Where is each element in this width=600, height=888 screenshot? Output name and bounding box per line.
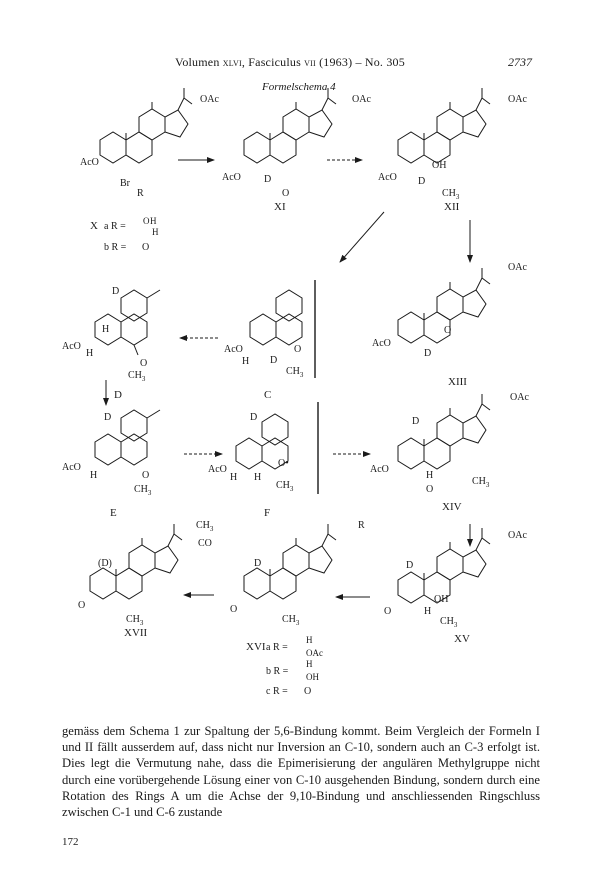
compound-XI: [222, 88, 371, 213]
svg-text:CO: CO: [198, 538, 212, 549]
svg-text:D: D: [264, 174, 272, 185]
svg-text:CH3: $CH_3$: [442, 188, 460, 201]
svg-text:X: X: [90, 220, 98, 232]
svg-text:b R =: b R =: [104, 242, 127, 253]
svg-text:AcO: AcO: [372, 338, 391, 349]
svg-text:a R =: a R =: [266, 642, 288, 653]
svg-text:E: E: [110, 507, 117, 519]
svg-text:c R =: c R =: [266, 686, 288, 697]
svg-text:OAc: OAc: [508, 530, 527, 541]
intermediate-F: [208, 402, 318, 519]
svg-text:AcO: AcO: [370, 464, 389, 475]
svg-text:H: H: [306, 635, 313, 645]
svg-text:CH3: $CH_3$: [126, 614, 144, 627]
svg-text:H: H: [152, 227, 159, 237]
svg-text:O: O: [294, 344, 302, 355]
svg-text:H: H: [230, 472, 238, 483]
svg-text:O: O: [282, 188, 290, 199]
compound-XIV: [370, 392, 529, 513]
svg-text:OH: OH: [432, 160, 447, 171]
svg-text:AcO: AcO: [224, 344, 243, 355]
svg-text:O: O: [142, 242, 150, 253]
svg-text:D: D: [250, 412, 258, 423]
svg-text:D: D: [406, 560, 414, 571]
svg-text:D: D: [114, 389, 122, 401]
footer-signature-mark: 172: [62, 836, 79, 848]
svg-text:H: H: [254, 472, 262, 483]
svg-text:b R =: b R =: [266, 666, 289, 677]
svg-text:CH3: $CH_3$: [128, 370, 146, 383]
svg-text:XIII: XIII: [448, 376, 467, 388]
svg-text:D: D: [104, 412, 112, 423]
intermediate-D: [62, 286, 160, 401]
svg-text:R: R: [358, 520, 365, 531]
svg-text:OAc: OAc: [508, 94, 527, 105]
compound-X: [80, 88, 219, 253]
svg-text:O: O: [444, 325, 452, 336]
svg-text:O: O: [140, 358, 148, 369]
svg-text:OH: OH: [306, 672, 319, 682]
scheme-title: Formelschema 4: [262, 81, 336, 93]
svg-text:O•: O•: [278, 458, 289, 469]
svg-text:D: D: [270, 355, 278, 366]
svg-text:XI: XI: [274, 201, 286, 213]
svg-text:AcO: AcO: [80, 157, 99, 168]
svg-text:H: H: [426, 470, 434, 481]
svg-text:CH3: $CH_3$: [282, 614, 300, 627]
svg-text:XV: XV: [454, 633, 470, 645]
compound-XV: [384, 528, 527, 645]
svg-text:H: H: [86, 348, 94, 359]
svg-text:H: H: [102, 324, 110, 335]
svg-text:H: H: [306, 659, 313, 669]
svg-text:D: D: [418, 176, 426, 187]
svg-text:XVII: XVII: [124, 627, 148, 639]
svg-text:AcO: AcO: [378, 172, 397, 183]
svg-text:AcO: AcO: [222, 172, 241, 183]
svg-text:XII: XII: [444, 201, 460, 213]
svg-text:D: D: [424, 348, 432, 359]
intermediate-C: [224, 280, 315, 401]
svg-text:C: C: [264, 389, 272, 401]
svg-text:CH3: $CH_3$: [286, 366, 304, 379]
compound-XVII: [78, 520, 214, 639]
svg-text:O: O: [78, 600, 86, 611]
svg-text:OAc: OAc: [306, 648, 323, 658]
svg-text:F: F: [264, 507, 271, 519]
svg-text:Br: Br: [120, 178, 130, 189]
svg-text:H: H: [242, 356, 250, 367]
compound-XVI: [230, 520, 365, 697]
svg-text:XIV: XIV: [442, 501, 462, 513]
svg-text:XVI: XVI: [246, 641, 266, 653]
svg-text:H: H: [424, 606, 432, 617]
compound-XIII: [372, 262, 527, 388]
svg-text:O: O: [142, 470, 150, 481]
svg-text:D: D: [254, 558, 262, 569]
svg-text:CH3: $CH_3$: [440, 616, 458, 629]
svg-text:O: O: [143, 216, 150, 226]
svg-text:D: D: [112, 286, 120, 297]
svg-text:O: O: [304, 686, 312, 697]
svg-text:CH3: $CH_3$: [134, 484, 152, 497]
svg-text:CH3: $CH_3$: [196, 520, 214, 533]
svg-text:AcO: AcO: [208, 464, 227, 475]
svg-text:O: O: [384, 606, 392, 617]
svg-text:H: H: [150, 216, 157, 226]
svg-text:O: O: [230, 604, 238, 615]
svg-text:OH: OH: [434, 594, 449, 605]
compound-XII: [378, 88, 527, 213]
running-header: Volumen xlvi, Fasciculus vii (1963) – No. 305: [175, 55, 405, 69]
svg-text:(D): (D): [98, 558, 112, 569]
svg-text:D: D: [412, 416, 420, 427]
svg-text:OAc: OAc: [200, 94, 219, 105]
svg-text:O: O: [426, 484, 434, 495]
svg-text:R: R: [137, 188, 144, 199]
svg-text:CH3: $CH_3$: [472, 476, 490, 489]
svg-text:H: H: [90, 470, 98, 481]
body-text: gemäss dem Schema 1 zur Spaltung der 5,6-Bindung kommt. Beim Vergleich der Formeln I und II fällt ausserdem auf, dass nicht nur Inversion an C-10, sondern auch an C-3 erfolgt ist. Dies legt die Vermutung nahe, dass die Epimerisierung der angulären Methylgruppe nicht durch eine vorübergehende Lösung einer von C-10 ausgehenden Bindung, sondern durch eine Rotation des Rings A um die Achse der 9,10-Bindung und anschliessenden Ringschluss zwischen C-1 und C-6 zustande: [62, 724, 540, 820]
arrow-XII-to-C: [340, 212, 384, 262]
svg-text:a R =: a R =: [104, 221, 126, 232]
page-number: 2737: [508, 55, 532, 69]
svg-text:CH3: $CH_3$: [276, 480, 294, 493]
svg-text:OAc: OAc: [508, 262, 527, 273]
svg-text:AcO: AcO: [62, 341, 81, 352]
svg-text:OAc: OAc: [510, 392, 529, 403]
svg-text:AcO: AcO: [62, 462, 81, 473]
intermediate-E: [62, 410, 160, 519]
svg-text:OAc: OAc: [352, 94, 371, 105]
